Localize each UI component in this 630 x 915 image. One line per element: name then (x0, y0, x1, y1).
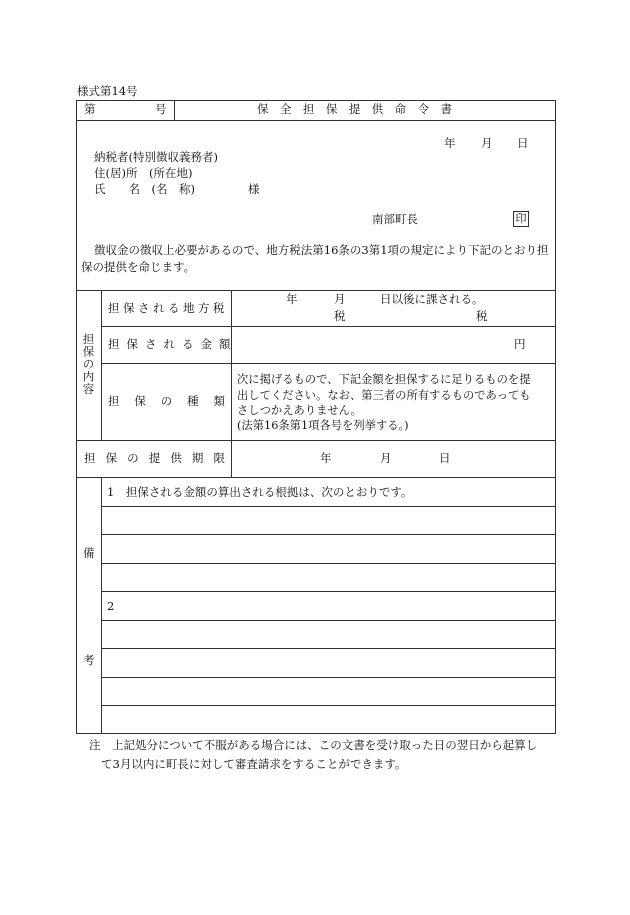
period-day: 日 (439, 451, 451, 465)
period-label-char: 提 (148, 451, 161, 465)
remarks-item-2: 2 (107, 599, 115, 613)
kind-label-char: の (160, 394, 173, 408)
tax-zei-1: 税 (334, 309, 346, 323)
remarks-line (101, 705, 556, 706)
group-label-divider (101, 290, 102, 440)
note-line2: て3月以内に町長に対して審査請求をすることができます。 (101, 757, 407, 771)
remarks-divider (101, 477, 102, 734)
taxpayer-label: 納税者(特別徴収義務者) (94, 150, 218, 164)
tax-row-label-text: 担保される地方税 (108, 301, 228, 315)
security-contents-label: 担保の内容 (81, 333, 96, 396)
period-row-label (84, 453, 225, 465)
amount-row-label: 担保される金額 (108, 337, 238, 351)
period-label-char: 期 (191, 451, 204, 465)
title-char: 担 (302, 102, 315, 116)
remarks-line (101, 591, 556, 592)
document-title (257, 104, 452, 116)
kind-text-line4: (法第16条第1項各号を列挙する。) (237, 419, 409, 432)
tax-month: 月 (334, 292, 346, 306)
remarks-line (101, 648, 556, 649)
address-label: 住(居)所 (所在地) (94, 166, 193, 180)
period-label-char: 限 (213, 451, 225, 465)
title-char: 提 (348, 102, 361, 116)
row-divider-amount (101, 363, 556, 364)
kind-label-char: 種 (187, 394, 199, 408)
period-year: 年 (320, 451, 332, 465)
remarks-line (101, 677, 556, 678)
title-char: 保 (257, 102, 269, 116)
title-char: 保 (325, 102, 338, 116)
period-label-char: 供 (170, 451, 182, 465)
table-top-line (76, 290, 556, 291)
kind-text-line2: 出してください。なお、第三者の所有するものであっても (237, 389, 531, 402)
remarks-item-1: 1 担保される金額の算出される根拠は、次のとおりです。 (107, 485, 413, 499)
row-divider-kind (76, 440, 556, 441)
seal-stamp: 印 (513, 211, 529, 227)
kind-label-char: 担 (108, 394, 120, 408)
sama-honorific: 様 (248, 182, 260, 196)
tax-year: 年 (286, 292, 298, 306)
remarks-line (101, 620, 556, 621)
remarks-line (101, 563, 556, 564)
row-divider-tax (101, 326, 556, 327)
doc-number-dai: 第 (84, 102, 96, 116)
row-divider-period (76, 477, 556, 478)
title-char: 全 (279, 102, 292, 116)
kind-text-line1: 次に掲げるもので、下記金額を担保するに足りるものを提 (237, 373, 531, 386)
header-number-divider (174, 100, 175, 120)
remarks-line (101, 534, 556, 535)
period-label-char: 保 (105, 451, 118, 465)
date-month: 月 (481, 136, 493, 150)
period-label-char: 担 (84, 451, 96, 465)
remarks-label-top: 備 (83, 546, 95, 560)
label-value-divider (231, 290, 232, 477)
date-year: 年 (444, 136, 456, 150)
tax-row-label (108, 301, 228, 315)
kind-text-line3: さしつかえありません。 (237, 404, 362, 417)
header-divider (76, 120, 556, 121)
kind-label-char: 保 (134, 394, 146, 408)
doc-number-go: 号 (155, 102, 167, 116)
period-label-char: の (127, 451, 139, 465)
body-text-line1: 徴収金の徴収上必要があるので、地方税法第16条の3第1項の規定により下記のとおり担 (94, 243, 549, 257)
kind-label-char: 類 (213, 394, 225, 408)
title-char: 書 (440, 102, 452, 116)
remarks-label-bottom: 考 (83, 653, 95, 667)
body-text-line2: 保の提供を命じます。 (81, 260, 196, 274)
tax-zei-2: 税 (476, 309, 488, 323)
name-label: 氏 名 (名 称) (94, 182, 195, 196)
kind-row-label (108, 396, 225, 408)
title-char: 供 (371, 102, 384, 116)
note-line1: 注 上記処分について不服がある場合には、この文書を受け取った日の翌日から起算し (89, 738, 538, 752)
issuer-title: 南部町長 (372, 212, 418, 226)
title-char: 命 (394, 102, 407, 116)
remarks-line (101, 506, 556, 507)
form-number: 様式第14号 (77, 84, 138, 98)
title-char: 令 (417, 102, 430, 116)
amount-yen-unit: 円 (514, 337, 526, 351)
period-month: 月 (380, 451, 392, 465)
tax-date-suffix: 日以後に課される。 (380, 292, 484, 306)
date-day: 日 (517, 136, 529, 150)
